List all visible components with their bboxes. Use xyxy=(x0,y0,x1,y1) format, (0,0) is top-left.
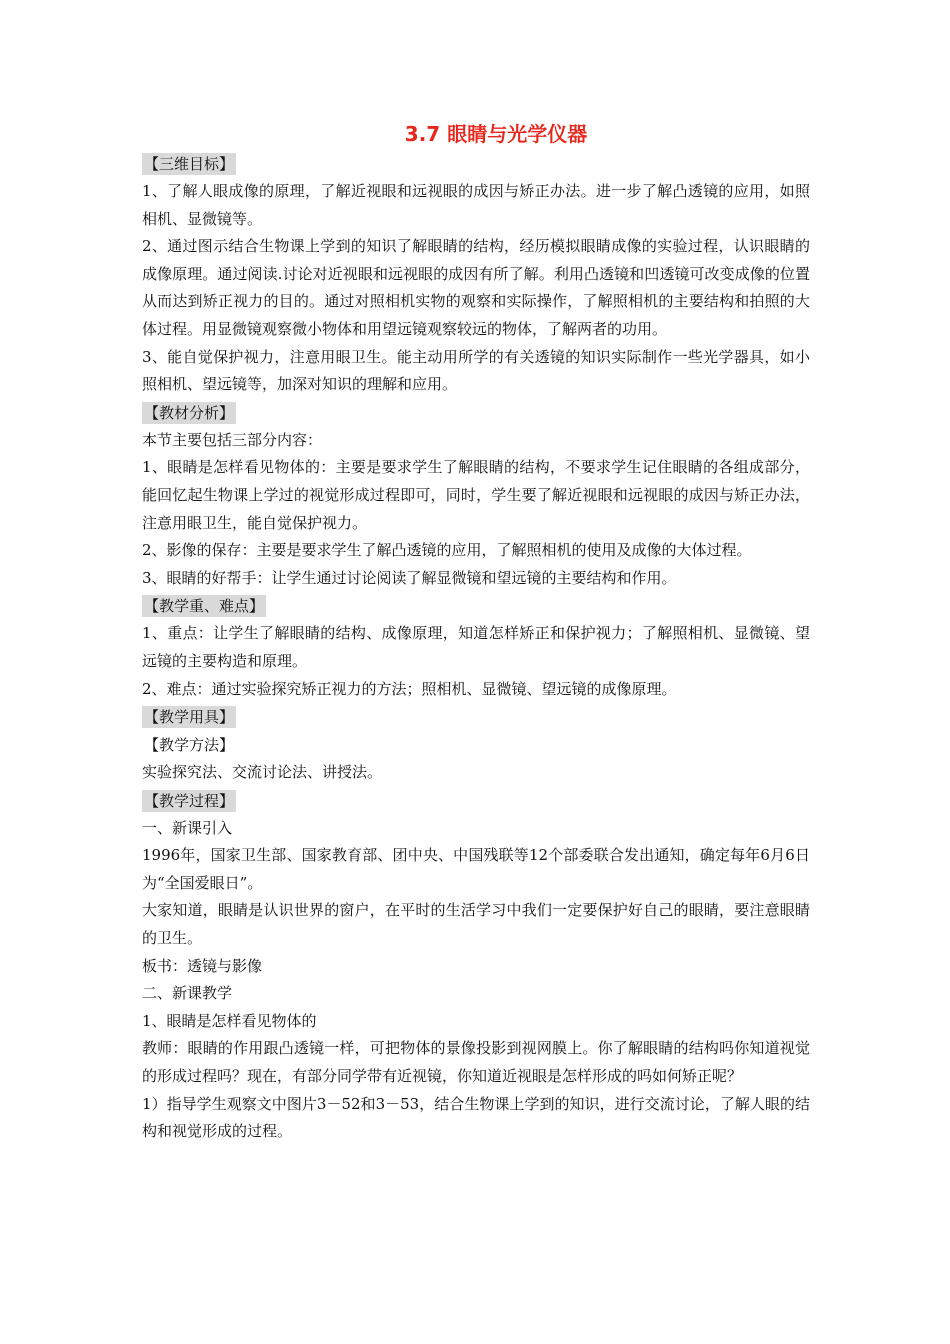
section-heading-goals: 【三维目标】 xyxy=(144,155,235,173)
paragraph: 2、影像的保存：主要是要求学生了解凸透镜的应用，了解照相机的使用及成像的大体过程。 xyxy=(142,541,752,560)
paragraph: 1）指导学生观察文中图片3－52和3－53，结合生物课上学到的知识，进行交流讨论，了解人眼的结构和视觉形成的过程。 xyxy=(142,1094,810,1141)
section-analysis xyxy=(142,399,810,593)
paragraph: 板书：透镜与影像 xyxy=(142,956,263,975)
section-heading-methods: 【教学方法】 xyxy=(144,736,235,755)
section-heading-analysis: 【教材分析】 xyxy=(144,403,235,422)
paragraph: 2、通过图示结合生物课上学到的知识了解眼睛的结构，经历模拟眼睛成像的实验过程，认识眼睛的成像原理。通过阅读.讨论对近视眼和远视眼的成因有所了解。利用凸透镜和凹透镜可改变成像的位置从而达到矫正视力的目的。通过对照相机实物的观察和实际操作，了解照相机的主要结构和拍照的大体过程。用显微镜观察微小物体和用望远镜观察较远的物体，了解两者的功用。 xyxy=(142,237,810,338)
paragraph: 一、新课引入 xyxy=(142,818,233,837)
section-process xyxy=(142,787,810,1146)
section-heading-tools: 【教学用具】 xyxy=(144,708,235,727)
section-methods xyxy=(142,731,810,787)
paragraph: 3、能自觉保护视力，注意用眼卫生。能主动用所学的有关透镜的知识实际制作一些光学器具，如小照相机、望远镜等，加深对知识的理解和应用。 xyxy=(142,347,810,394)
paragraph: 1、眼睛是怎样看见物体的 xyxy=(142,1011,317,1030)
section-keypoints xyxy=(142,592,810,703)
paragraph: 3、眼睛的好帮手：让学生通过讨论阅读了解显微镜和望远镜的主要结构和作用。 xyxy=(142,568,677,587)
paragraph: 本节主要包括三部分内容： xyxy=(142,430,323,449)
paragraph: 1996年，国家卫生部、国家教育部、团中央、中国残联等12个部委联合发出通知，确定每年6月6日为“全国爱眼日”。 xyxy=(142,846,810,892)
paragraph: 大家知道，眼睛是认识世界的窗户，在平时的生活学习中我们一定要保护好自己的眼睛，要注意眼睛的卫生。 xyxy=(142,901,810,948)
paragraph: 教师：眼睛的作用跟凸透镜一样，可把物体的景像投影到视网膜上。你了解眼睛的结构吗你知道视觉的形成过程吗？现在，有部分同学带有近视镜，你知道近视眼是怎样形成的吗如何矫正呢？ xyxy=(142,1039,810,1086)
section-tools xyxy=(142,703,810,731)
paragraph: 2、难点：通过实验探究矫正视力的方法；照相机、显微镜、望远镜的成像原理。 xyxy=(142,679,677,698)
section-heading-process: 【教学过程】 xyxy=(144,791,235,810)
document-page xyxy=(142,118,810,1146)
paragraph: 1、了解人眼成像的原理，了解近视眼和远视眼的成因与矫正办法。进一步了解凸透镜的应用，如照相机、显微镜等。 xyxy=(142,182,810,228)
paragraph: 1、眼睛是怎样看见物体的：主要是要求学生了解眼睛的结构，不要求学生记住眼睛的各组成部分，能回忆起生物课上学过的视觉形成过程即可，同时，学生要了解近视眼和远视眼的成因与矫正办法，注意用眼卫生，能自觉保护视力。 xyxy=(142,458,810,532)
paragraph: 1、重点：让学生了解眼睛的结构、成像原理，知道怎样矫正和保护视力；了解照相机、显微镜、望远镜的主要构造和原理。 xyxy=(142,624,810,670)
paragraph: 二、新课教学 xyxy=(142,984,233,1003)
document-title: 3.7 眼睛与光学仪器 xyxy=(404,122,588,146)
section-heading-keypoints: 【教学重、难点】 xyxy=(144,597,265,616)
section-goals xyxy=(142,150,810,399)
paragraph: 实验探究法、交流讨论法、讲授法。 xyxy=(142,763,383,782)
